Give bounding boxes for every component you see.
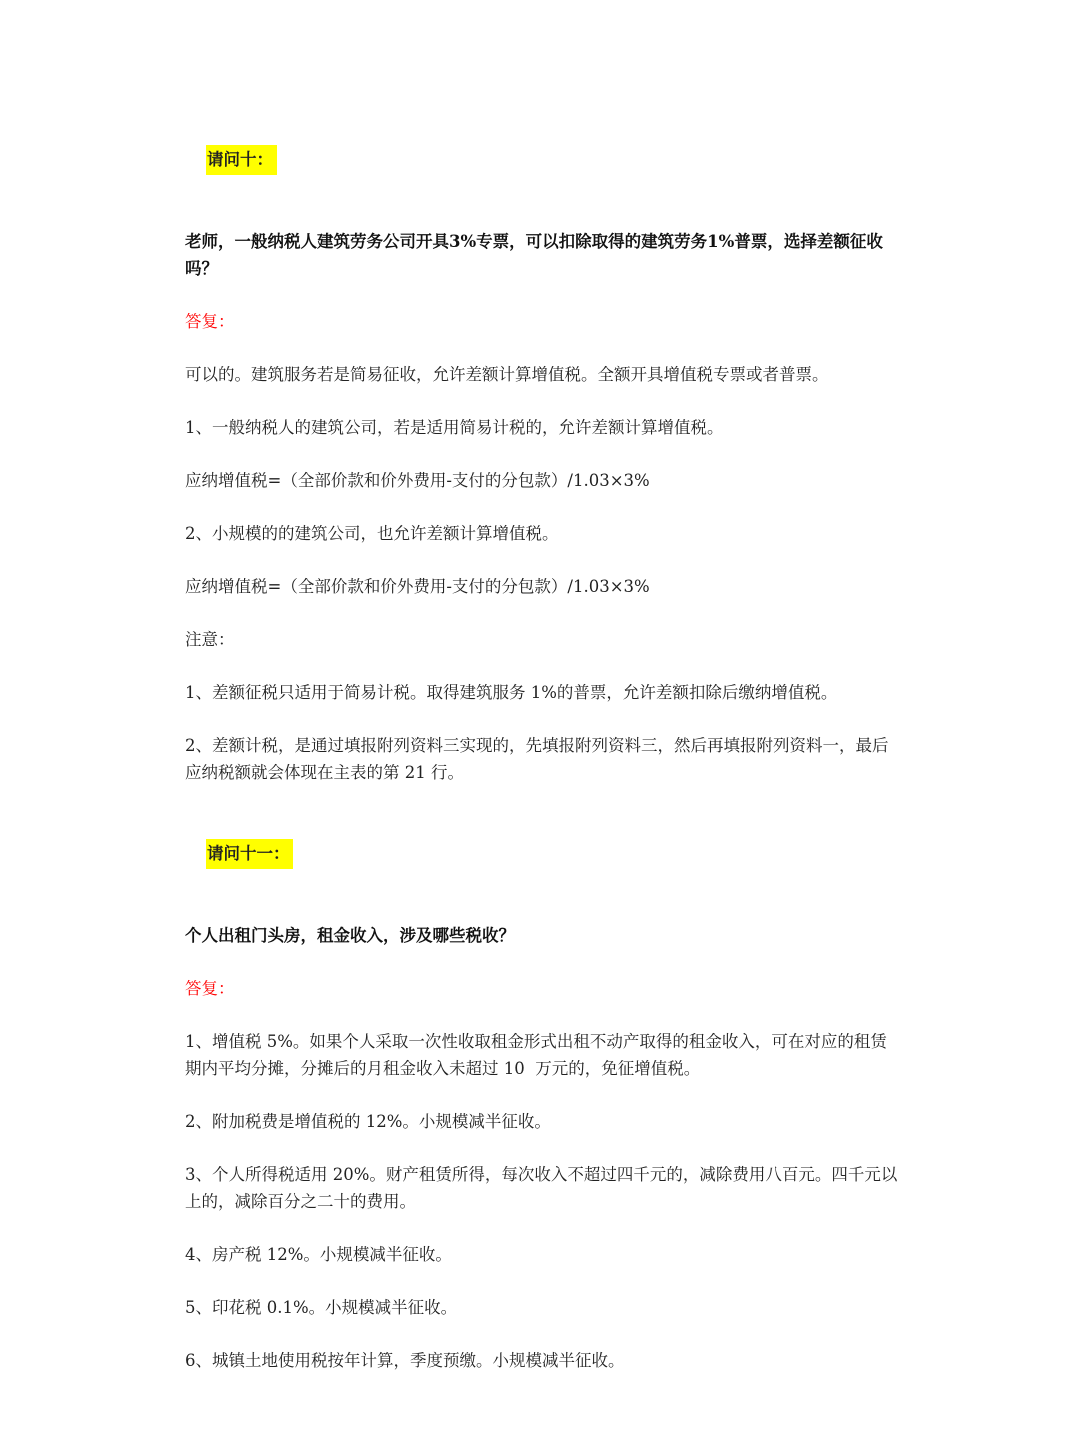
section11-paragraph: 1、增值税 5%。如果个人采取一次性收取租金形式出租不动产取得的租金收入，可在对应的租赁期内平均分摊，分摊后的月租金收入未超过 10 万元的，免征增值税。 [185,1032,887,1078]
section11-heading-row [185,812,900,896]
section11-paragraph: 2、附加税费是增值税的 12%。小规模减半征收。 [185,1112,551,1131]
section10-formula: 应纳增值税=（全部价款和价外费用-支付的分包款）/1.03×3% [185,577,650,596]
section10-heading-row [185,118,900,202]
section11-answer-label: 答复： [185,979,235,998]
section10-note-item: 1、差额征税只适用于简易计税。取得建筑服务 1%的普票，允许差额扣除后缴纳增值税。 [185,683,838,702]
section10-question: 老师，一般纳税人建筑劳务公司开具3%专票，可以扣除取得的建筑劳务1%普票，选择差额征收吗？ [185,232,883,278]
section10-heading: 请问十： [206,145,277,175]
section10-answer-label: 答复： [185,312,235,331]
section10-paragraph: 1、一般纳税人的建筑公司，若是适用简易计税的，允许差额计算增值税。 [185,418,724,437]
section11-question: 个人出租门头房，租金收入，涉及哪些税收？ [185,926,515,945]
section10-note-item: 2、差额计税，是通过填报附列资料三实现的，先填报附列资料三，然后再填报附列资料一，最后应纳税额就会体现在主表的第 21 行。 [185,736,889,782]
document-page [185,118,900,1400]
section11-paragraph: 6、城镇土地使用税按年计算，季度预缴。小规模减半征收。 [185,1351,625,1370]
section10-note-label: 注意： [185,630,235,649]
section10-formula: 应纳增值税=（全部价款和价外费用-支付的分包款）/1.03×3% [185,471,650,490]
section10-paragraph: 可以的。建筑服务若是简易征收，允许差额计算增值税。全额开具增值税专票或者普票。 [185,365,829,384]
section11-paragraph: 5、印花税 0.1%。小规模减半征收。 [185,1298,458,1317]
section11-paragraph: 4、房产税 12%。小规模减半征收。 [185,1245,452,1264]
section11-heading: 请问十一： [206,839,294,869]
section11-paragraph: 3、个人所得税适用 20%。财产租赁所得，每次收入不超过四千元的，减除费用八百元。四千元以上的，减除百分之二十的费用。 [185,1165,898,1211]
section10-paragraph: 2、小规模的的建筑公司，也允许差额计算增值税。 [185,524,559,543]
